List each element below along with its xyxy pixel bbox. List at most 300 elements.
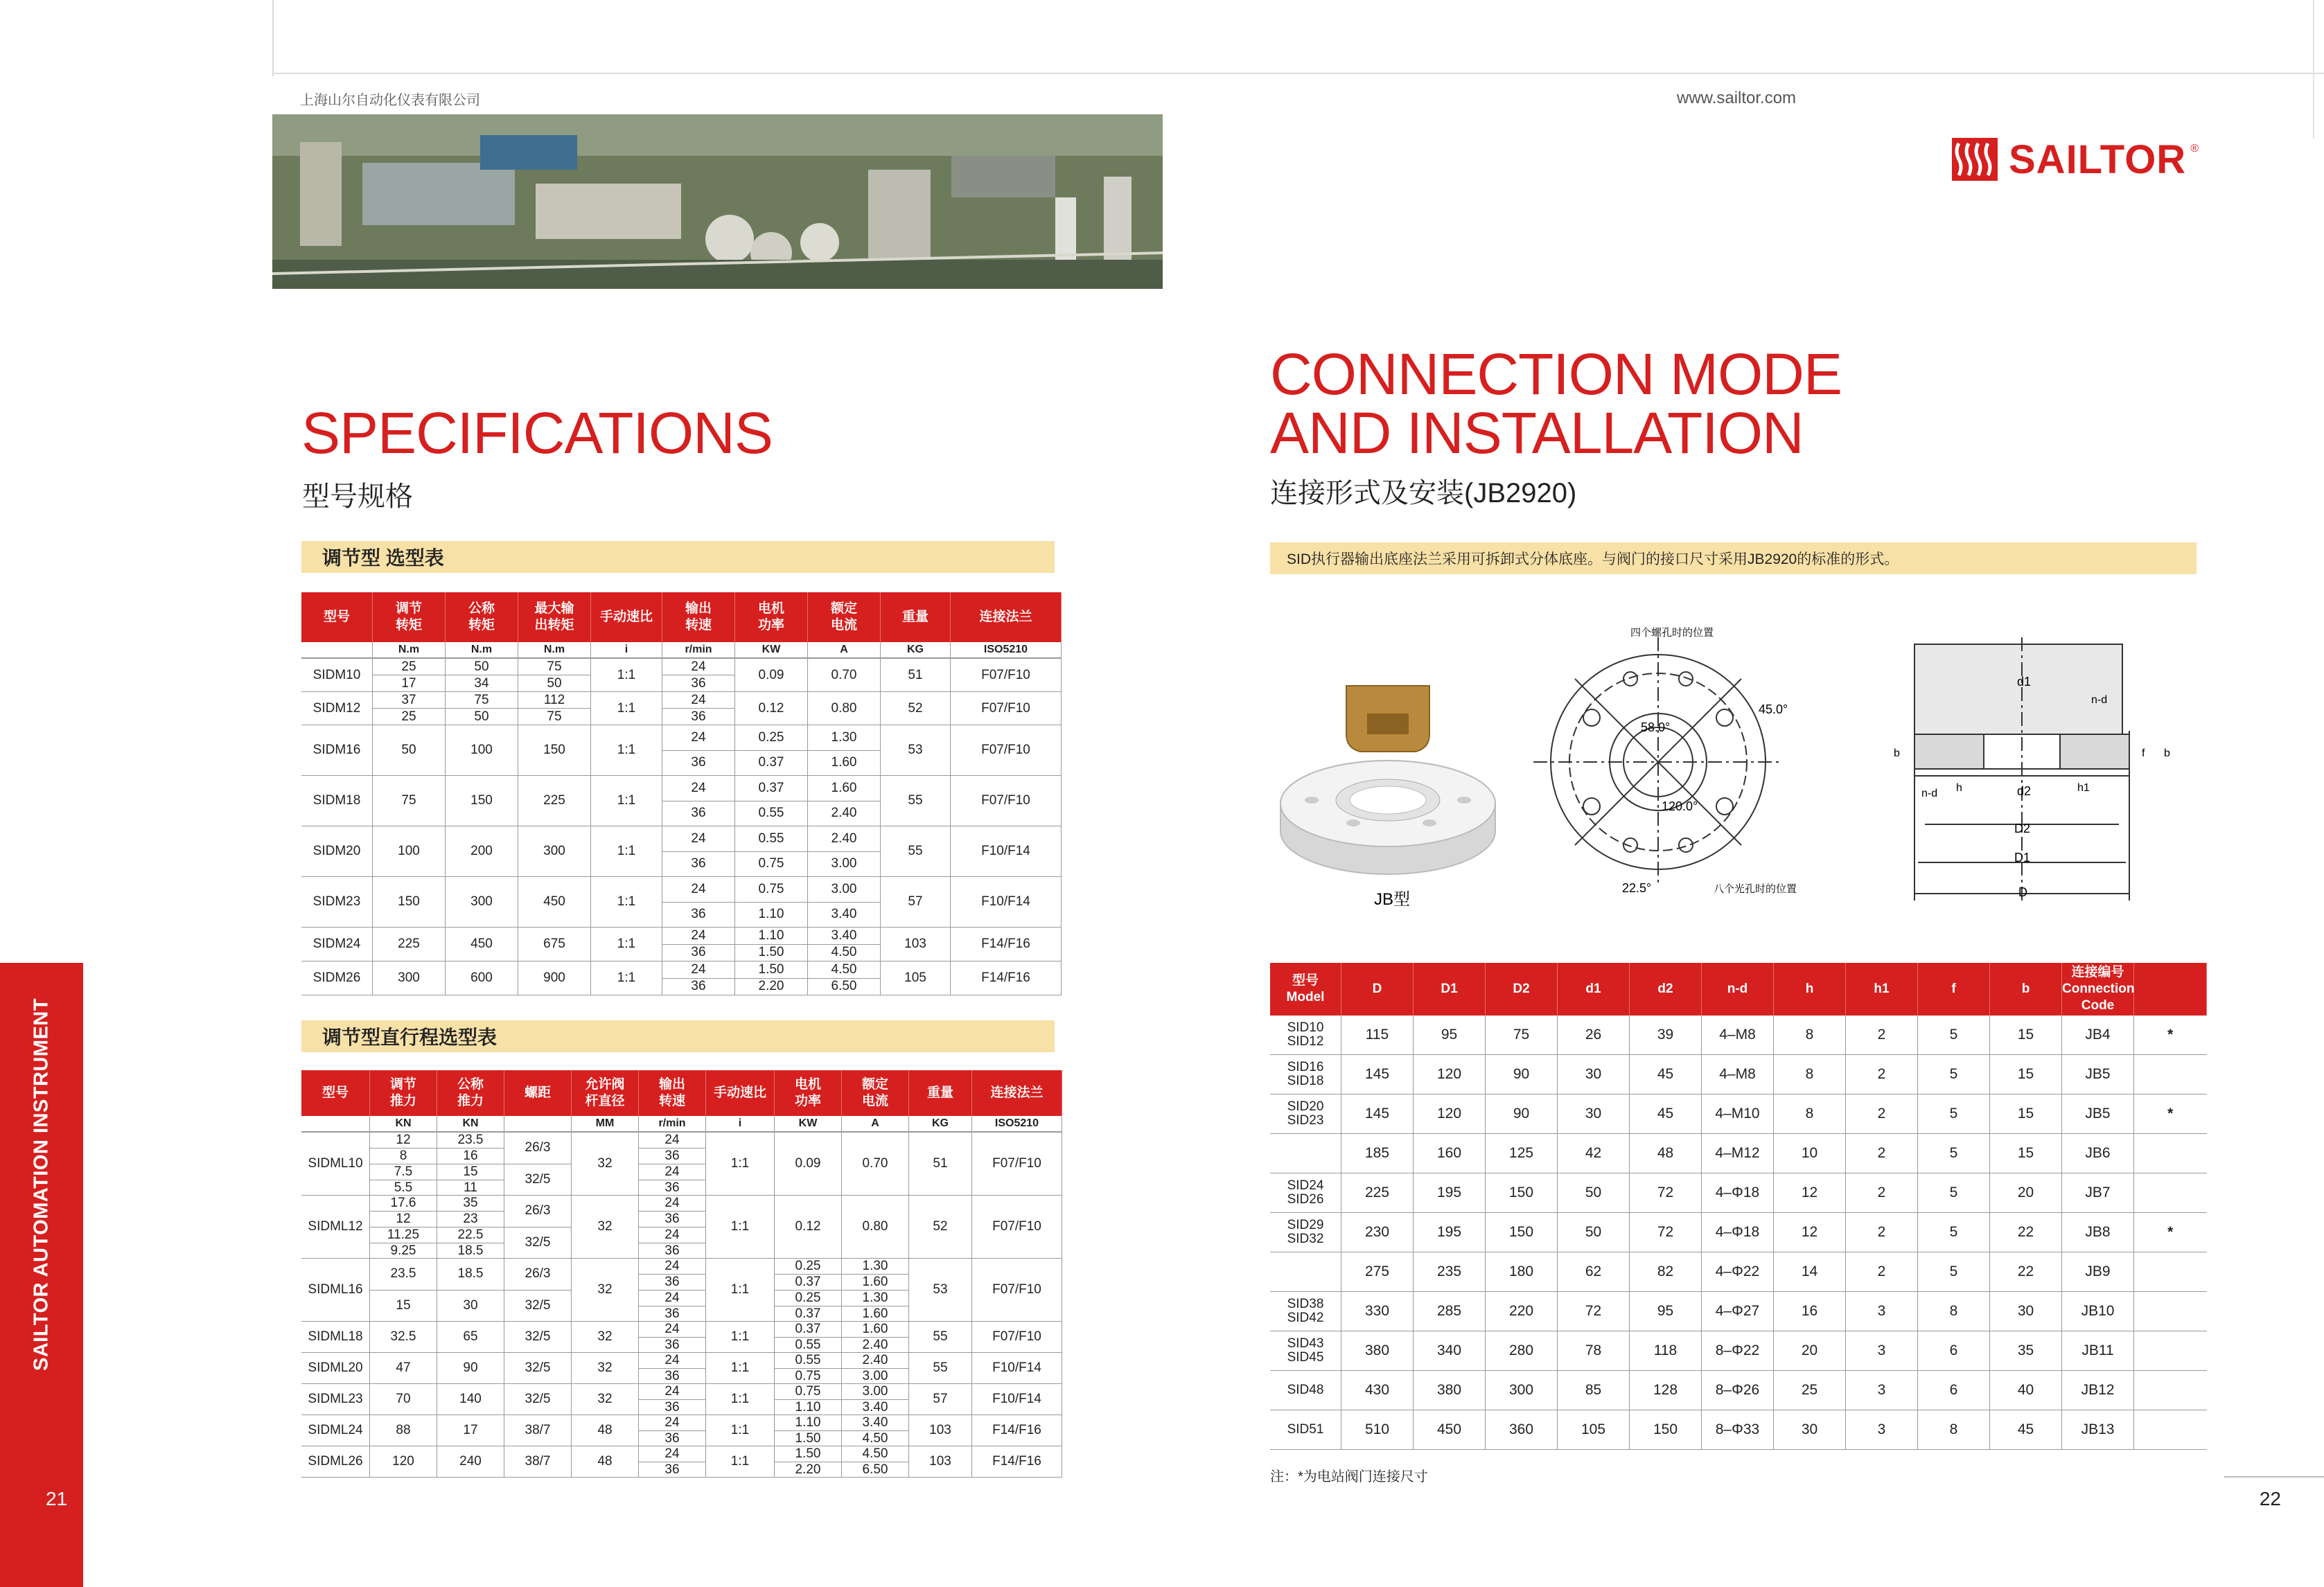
table-cell	[639, 1415, 706, 1446]
angle-45: 45.0°	[1759, 702, 1788, 716]
table-unit-cell: KN	[437, 1116, 504, 1132]
table-subcell: 1.30	[808, 725, 880, 751]
table-cell: 38/7	[504, 1446, 572, 1478]
table-subcell: 34	[474, 675, 489, 691]
table-cell-model: SID24 SID26	[1270, 1173, 1341, 1213]
table-unit-cell: KN	[370, 1116, 437, 1132]
dim-f: f	[2142, 747, 2145, 759]
table-cell: 8–Φ26	[1702, 1371, 1774, 1410]
table-cell: 25	[1774, 1371, 1846, 1410]
table-unit-cell: A	[842, 1116, 909, 1132]
table-subcell: 24	[639, 1227, 705, 1243]
table-subcell: 112	[518, 692, 590, 709]
table-cell: 3	[1846, 1292, 1918, 1331]
table-cell: 5	[1918, 1016, 1990, 1055]
table-subcell: 26/3	[504, 1133, 571, 1164]
table-subcell: 12	[370, 1133, 437, 1149]
regulating-spec-table	[301, 592, 1062, 995]
table-cell: 1:1	[706, 1259, 775, 1322]
table-cell: F14/F16	[951, 928, 1062, 961]
table-cell: 2	[1846, 1016, 1918, 1055]
table-header-cell: 手动速比	[706, 1070, 775, 1116]
table-cell	[639, 1196, 706, 1259]
dim-b-left: b	[1894, 747, 1900, 759]
table-cell: 51	[881, 658, 951, 692]
table-header-cell	[2134, 963, 2207, 1016]
table-cell: 1:1	[706, 1446, 775, 1478]
table-subcell: 9.25	[390, 1243, 416, 1258]
table-cell: 275	[1341, 1252, 1414, 1292]
angle-120: 120.0°	[1662, 799, 1698, 813]
angle-58: 58.0°	[1641, 720, 1671, 734]
table-cell	[518, 658, 591, 692]
table-subcell: 0.75	[735, 877, 807, 903]
table-cell: 120	[370, 1446, 437, 1478]
table-subcell: 3.00	[842, 1384, 908, 1400]
table-subcell: 25	[401, 709, 416, 724]
table-cell: 8	[1774, 1055, 1846, 1094]
table-cell: 100	[373, 826, 446, 877]
table-cell: 32	[572, 1259, 639, 1322]
table-cell: 0.70	[808, 658, 881, 692]
table-cell-model: SID43 SID45	[1270, 1331, 1341, 1371]
table-cell: 32/5	[504, 1322, 572, 1353]
specifications-subtitle: 型号规格	[302, 481, 413, 512]
table-cell: 38/7	[504, 1415, 572, 1446]
table-subcell: 36	[639, 1275, 705, 1291]
table-cell-model: SID16 SID18	[1270, 1055, 1341, 1094]
table-row	[301, 1384, 1062, 1415]
table-cell: 1:1	[591, 826, 662, 877]
table-subcell: 2.40	[862, 1338, 888, 1352]
table-header-cell: 电机 功率	[735, 592, 808, 642]
table-cell: 8	[1918, 1292, 1990, 1331]
table-unit-cell: ISO5210	[951, 642, 1062, 658]
table-cell: 5	[1918, 1055, 1990, 1094]
table-subcell: 24	[639, 1415, 705, 1431]
table-cell-model: SIDML16	[301, 1259, 370, 1322]
table-cell: 1:1	[591, 692, 662, 725]
table-cell: 120	[1414, 1094, 1486, 1134]
table-subcell: 36	[639, 1212, 705, 1227]
table-header-cell: b	[1990, 963, 2062, 1016]
table-subcell: 17.6	[370, 1196, 437, 1212]
table-header-cell: 电机 功率	[775, 1070, 842, 1116]
table-subcell: 15	[396, 1297, 411, 1313]
table-subcell: 1.60	[842, 1322, 908, 1338]
table-cell: 6	[1918, 1331, 1990, 1371]
table-cell: 50	[373, 725, 446, 776]
table-subcell: 50	[474, 709, 489, 724]
table-unit-cell: N.m	[373, 642, 446, 658]
table-cell: F10/F14	[951, 877, 1062, 928]
table-subcell: 4.50	[862, 1431, 888, 1446]
table-cell	[842, 1259, 909, 1322]
table-subcell: 11.25	[370, 1227, 437, 1243]
table-cell: 75	[373, 776, 446, 826]
table-subcell: 17	[401, 675, 416, 691]
table-cell: 32	[572, 1196, 639, 1259]
table-subcell: 1.60	[831, 755, 857, 770]
table-header-cell: 连接法兰	[951, 592, 1062, 642]
table-cell-star	[2134, 1371, 2207, 1410]
table-cell: JB4	[2062, 1016, 2134, 1055]
table-subcell: 24	[662, 826, 734, 852]
table-cell: 0.12	[775, 1196, 842, 1259]
table-subcell: 3.00	[831, 856, 857, 871]
table-cell: 65	[437, 1322, 504, 1353]
flange-plan-view	[1533, 637, 1783, 887]
table-cell: 55	[909, 1322, 972, 1353]
table-cell-model: SIDML24	[301, 1415, 370, 1446]
table-cell	[437, 1132, 504, 1196]
table-cell: 240	[437, 1446, 504, 1478]
table-cell: 1:1	[591, 928, 662, 961]
table-unit-cell: N.m	[518, 642, 591, 658]
table-subcell: 0.55	[758, 806, 784, 821]
table-cell: 5	[1918, 1134, 1990, 1173]
table-subcell: 8	[370, 1149, 437, 1164]
table-cell	[735, 928, 808, 961]
table-subcell: 24	[639, 1259, 705, 1275]
table-cell: F07/F10	[951, 725, 1062, 776]
table-cell: 57	[909, 1384, 972, 1415]
table-subcell: 24	[662, 659, 734, 675]
table-cell-star	[2134, 1410, 2207, 1450]
table-cell	[808, 776, 881, 826]
table-cell: 32	[572, 1384, 639, 1415]
table-subcell: 0.75	[795, 1369, 821, 1383]
table-header-cell: 连接法兰	[972, 1070, 1062, 1116]
table-cell: 50	[1558, 1173, 1630, 1213]
table-cell: 220	[1486, 1292, 1558, 1331]
table-cell: JB8	[2062, 1213, 2134, 1252]
table-cell: 32	[572, 1353, 639, 1384]
table-subcell: 16	[437, 1149, 504, 1164]
table-cell-star	[2134, 1292, 2207, 1331]
table-unit-cell: KW	[735, 642, 808, 658]
table-cell	[735, 826, 808, 877]
table-cell-model	[1270, 1134, 1341, 1173]
table-cell	[842, 1322, 909, 1353]
table-cell: 4–M8	[1702, 1016, 1774, 1055]
table-subcell: 2.40	[831, 806, 857, 821]
table-subcell: 1.50	[758, 945, 784, 960]
table-subcell: 36	[691, 675, 706, 691]
table-cell: 5	[1918, 1173, 1990, 1213]
table-cell-star	[2134, 1331, 2207, 1371]
table-header-cell: D2	[1486, 963, 1558, 1016]
table-header-cell: 允许阀 杆直径	[572, 1070, 639, 1116]
table-row	[301, 877, 1062, 928]
table-cell	[504, 1132, 572, 1196]
table-cell	[370, 1196, 437, 1259]
table-cell: 45	[1630, 1055, 1702, 1094]
dim-d1: d1	[2017, 675, 2032, 689]
table-cell: JB5	[2062, 1055, 2134, 1094]
table-subcell: 18.5	[457, 1243, 484, 1258]
registered-mark: ®	[2190, 143, 2199, 154]
table-cell	[662, 826, 735, 877]
table-subcell: 1.10	[795, 1400, 821, 1415]
table-cell: 90	[1486, 1055, 1558, 1094]
table-row	[301, 776, 1062, 826]
table-cell: 150	[1486, 1173, 1558, 1213]
table-cell: 145	[1341, 1055, 1414, 1094]
header-rule	[272, 73, 2324, 74]
table-cell: 120	[1414, 1055, 1486, 1094]
table-cell: JB10	[2062, 1292, 2134, 1331]
table-cell: 26	[1558, 1016, 1630, 1055]
table-cell: 300	[446, 877, 518, 928]
table-subcell: 36	[691, 979, 706, 994]
table-cell: 52	[909, 1196, 972, 1259]
table-header-cell: 螺距	[504, 1070, 572, 1116]
table-cell	[775, 1353, 842, 1384]
table-cell: 285	[1414, 1292, 1486, 1331]
table-cell: 14	[1774, 1252, 1846, 1292]
table-header-cell: f	[1918, 963, 1990, 1016]
table-cell	[639, 1132, 706, 1196]
table-cell	[775, 1415, 842, 1446]
table-cell	[662, 658, 735, 692]
table-header-cell: n-d	[1702, 963, 1774, 1016]
table-header-cell: D1	[1414, 963, 1486, 1016]
table-cell: 8–Φ22	[1702, 1331, 1774, 1371]
table-header-cell: 额定 电流	[808, 592, 881, 642]
table-header-cell: 型号	[301, 592, 373, 642]
table-cell	[808, 877, 881, 928]
table-row	[301, 1415, 1062, 1446]
table-cell: JB6	[2062, 1134, 2134, 1173]
table-cell: 95	[1414, 1016, 1486, 1055]
table-cell	[639, 1353, 706, 1384]
table-cell: 90	[1486, 1094, 1558, 1134]
table-cell: 225	[518, 776, 591, 826]
table-subcell: 23.5	[437, 1133, 504, 1149]
table-cell	[842, 1415, 909, 1446]
table-cell: 510	[1341, 1410, 1414, 1450]
table-subcell: 23	[437, 1212, 504, 1227]
table-cell: 8–Φ33	[1702, 1410, 1774, 1450]
table-cell: 52	[881, 692, 951, 725]
table-header-cell: 型号 Model	[1270, 963, 1341, 1016]
table-subcell: 0.55	[735, 826, 807, 852]
table-cell-model: SID38 SID42	[1270, 1292, 1341, 1331]
table-cell: 42	[1558, 1134, 1630, 1173]
table-cell-star	[2134, 1134, 2207, 1173]
table-header-cell: 重量	[909, 1070, 972, 1116]
table-cell	[808, 928, 881, 961]
table-cell	[662, 776, 735, 826]
table-subcell: 3.40	[831, 907, 857, 922]
table-subcell: 1.10	[775, 1415, 841, 1431]
table-unit-cell: A	[808, 642, 881, 658]
table-subcell: 75	[446, 692, 518, 709]
table-cell	[370, 1132, 437, 1196]
sailtor-logo	[1951, 135, 2199, 184]
footnote: 注：*为电站阀门连接尺寸	[1270, 1469, 1428, 1484]
table-cell: 75	[1486, 1016, 1558, 1055]
table-cell: 2	[1846, 1252, 1918, 1292]
table-cell: 72	[1558, 1292, 1630, 1331]
table-row	[1270, 1292, 2207, 1331]
table-row	[301, 658, 1062, 692]
jb-flange-illustration	[1280, 686, 1495, 874]
angle-22: 22.5°	[1622, 881, 1652, 895]
table-cell: 16	[1774, 1292, 1846, 1331]
table-cell: 4–M12	[1702, 1134, 1774, 1173]
table-cell: 0.09	[775, 1132, 842, 1196]
table-cell-star	[2134, 1252, 2207, 1292]
table-cell: F10/F14	[972, 1353, 1062, 1384]
table-cell: 5	[1918, 1213, 1990, 1252]
company-name: 上海山尔自动化仪表有限公司	[300, 93, 480, 108]
table-row	[301, 826, 1062, 877]
table-cell: 230	[1341, 1213, 1414, 1252]
table-cell: 140	[437, 1384, 504, 1415]
table-subcell: 3.00	[808, 877, 880, 903]
table-subcell: 36	[664, 1431, 680, 1446]
table-subcell: 0.25	[775, 1259, 841, 1275]
table-cell: JB9	[2062, 1252, 2134, 1292]
table-row	[301, 961, 1062, 995]
table-cell: 20	[1990, 1173, 2062, 1213]
table-cell: 115	[1341, 1016, 1414, 1055]
table-cell: 72	[1630, 1213, 1702, 1252]
page-number-left: 21	[46, 1488, 68, 1509]
table-cell: 53	[909, 1259, 972, 1322]
table-subcell: 32/5	[525, 1297, 551, 1313]
table-cell: 48	[572, 1415, 639, 1446]
table-header-cell: h	[1774, 963, 1846, 1016]
table-cell: 39	[1630, 1016, 1702, 1055]
dim-D: D	[2018, 885, 2027, 899]
table-cell: 2	[1846, 1094, 1918, 1134]
table-cell: JB5	[2062, 1094, 2134, 1134]
table-cell: 0.80	[842, 1196, 909, 1259]
table-subcell: 1.50	[795, 1431, 821, 1446]
table-cell-model: SID20 SID23	[1270, 1094, 1341, 1134]
table-cell-model: SID51	[1270, 1410, 1341, 1450]
table-subcell: 24	[662, 776, 734, 801]
table-cell: 32/5	[504, 1384, 572, 1415]
table-cell	[808, 826, 881, 877]
table-cell-model: SIDM10	[301, 658, 373, 692]
table-unit-cell: KW	[775, 1116, 842, 1132]
table-unit-cell: i	[591, 642, 662, 658]
table-cell-model: SIDM18	[301, 776, 373, 826]
table-row	[301, 692, 1062, 725]
table-cell: 105	[881, 961, 951, 995]
table-cell: 78	[1558, 1331, 1630, 1371]
table-subcell: 1.60	[808, 776, 880, 801]
table-subcell: 24	[639, 1164, 705, 1180]
table-cell: 300	[1486, 1371, 1558, 1410]
table-cell: 45	[1990, 1410, 2062, 1450]
table-subcell: 23.5	[370, 1259, 437, 1291]
table-cell: 1:1	[706, 1322, 775, 1353]
table-row	[1270, 1016, 2207, 1055]
table-unit-cell: r/min	[662, 642, 735, 658]
table-cell	[518, 692, 591, 725]
table-cell: 32.5	[370, 1322, 437, 1353]
table-cell	[735, 776, 808, 826]
table-cell: 0.12	[735, 692, 808, 725]
table-header-cell: 公称 推力	[437, 1070, 504, 1116]
table-cell: 195	[1414, 1173, 1486, 1213]
table-cell: 48	[1630, 1134, 1702, 1173]
connection-subtitle: 连接形式及安装(JB2920)	[1270, 478, 1577, 508]
table-cell: 4–M8	[1702, 1055, 1774, 1094]
table-cell-model: SIDM26	[301, 961, 373, 995]
table-cell: 15	[1990, 1134, 2062, 1173]
table-unit-row	[301, 1116, 1062, 1132]
table-subcell: 0.37	[758, 755, 784, 770]
table-row	[301, 1259, 1062, 1322]
table-subcell: 75	[547, 709, 562, 724]
dim-d2: d2	[2017, 784, 2032, 798]
table-cell: 0.70	[842, 1132, 909, 1196]
table-cell	[775, 1259, 842, 1322]
table-cell: 900	[518, 961, 591, 995]
table-cell	[639, 1322, 706, 1353]
page-number-right: 22	[2259, 1488, 2281, 1509]
table-cell: 32	[572, 1322, 639, 1353]
table-subcell: 26/3	[504, 1259, 571, 1291]
table-subcell: 1.50	[775, 1446, 841, 1462]
table-subcell: 36	[691, 709, 706, 724]
table-cell: 4–M10	[1702, 1094, 1774, 1134]
table-subcell: 24	[639, 1322, 705, 1338]
table-cell	[842, 1384, 909, 1415]
table-subcell: 0.55	[775, 1353, 841, 1369]
table-subcell: 26/3	[504, 1196, 571, 1227]
table-header-cell: h1	[1846, 963, 1918, 1016]
table-row	[1270, 1173, 2207, 1213]
installation-diagrams	[1270, 610, 2197, 928]
table-header-cell: 额定 电流	[842, 1070, 909, 1116]
table-subcell: 0.25	[775, 1291, 841, 1306]
table-subcell: 0.75	[758, 856, 784, 871]
table-subcell: 24	[662, 692, 734, 709]
table-row	[1270, 1094, 2207, 1134]
table-subcell: 24	[639, 1133, 705, 1149]
table-subcell: 5.5	[394, 1180, 413, 1195]
plant-photo	[272, 114, 1163, 289]
table-cell	[662, 961, 735, 995]
table-cell	[446, 692, 518, 725]
table-row	[1270, 1252, 2207, 1292]
connection-title-line1: CONNECTION MODE	[1270, 342, 1842, 407]
table-cell: 48	[572, 1446, 639, 1478]
table-subcell: 11	[464, 1180, 477, 1195]
table-cell-model: SIDML10	[301, 1132, 370, 1196]
table-cell: 235	[1414, 1252, 1486, 1292]
table-unit-cell: KG	[909, 1116, 972, 1132]
table-cell: 95	[1630, 1292, 1702, 1331]
table-cell: 20	[1774, 1331, 1846, 1371]
table-subcell: 0.37	[795, 1306, 821, 1321]
table-cell: 72	[1630, 1173, 1702, 1213]
table-subcell: 15	[437, 1164, 504, 1180]
dim-h1: h1	[2077, 782, 2090, 794]
table-cell: JB11	[2062, 1331, 2134, 1371]
table-subcell: 24	[662, 877, 734, 903]
table-unit-cell: MM	[572, 1116, 639, 1132]
table-cell: 30	[1558, 1094, 1630, 1134]
table-cell	[662, 725, 735, 776]
